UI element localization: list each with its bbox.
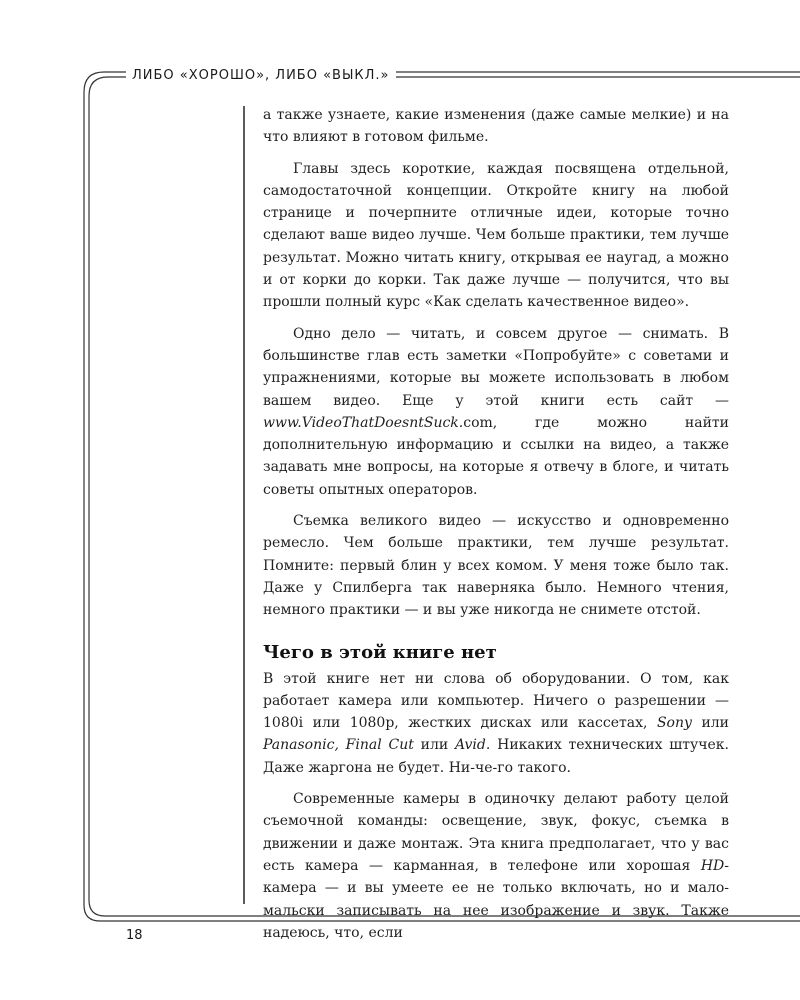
page-number: 18 (126, 928, 143, 943)
term-hd: HD (700, 857, 725, 874)
brand-avid: Avid (454, 737, 486, 754)
running-head: ЛИБО «ХОРОШО», ЛИБО «ВЫКЛ.» (126, 66, 396, 86)
page-body (263, 104, 729, 953)
text-run: com, где можно найти дополнительную информацию и ссылки на видео, а также задавать мне вопросы, на которые я отвечу в блоге, и читать советы опытных операторов. (263, 414, 729, 498)
paragraph: Главы здесь короткие, каждая посвящена отдельной, самодостаточной концепции. Откройте книгу на любой странице и почерпните отличные идеи, которые точно сделают ваше видео лучше. Чем больше практики, тем лучше результат. Можно читать книгу, открывая ее наугад, а можно и от корки до корки. Так даже лучше — получится, что вы прошли полный курс «Как сделать качественное видео». (263, 160, 729, 311)
website-link-text: www.VideoThatDoesntSuck. (263, 414, 464, 431)
brand-panasonic-finalcut: Panasonic, Final Cut (263, 737, 414, 754)
text-run: Современные камеры в одиночку делают работу целой съемочной команды: освещение, звук, фокус, съемка в движении и даже монтаж. Эта книга предполагает, что у вас есть камера — карманная, в телефоне или хорошая (263, 791, 729, 874)
paragraph (263, 323, 729, 501)
paragraph (263, 788, 729, 944)
text-run: Одно дело — читать, и совсем другое — снимать. В большинстве глав есть заметки «Попробуйте» с советами и упражнениями, которые вы можете использовать в любом вашем видео. Еще у этой книги есть сайт — (263, 325, 729, 409)
text-run: или (691, 715, 730, 732)
text-run: . Никаких технических штучек. Даже жаргона не будет. Ни-че-го такого. (263, 737, 729, 776)
text-run: В этой книге нет ни слова об оборудовании. О том, как работает камера или компьютер. Ничего о разрешении — 1080i или 1080p, жестких дисках или кассетах, (263, 670, 729, 732)
brand-sony: Sony (656, 715, 692, 732)
text-run: или (413, 737, 455, 754)
text-run: -камера — и вы умеете ее не только включать, но и мало-мальски записывать на нее изображение и звук. Также надеюсь, что, если (263, 857, 729, 941)
paragraph: Съемка великого видео — искусство и одновременно ремесло. Чем больше практики, тем лучше результат. Помните: первый блин у всех комом. У меня тоже было так. Даже у Спилберга так наверняка было. Немного чтения, немного практики — и вы уже никогда не снимете отстой. (263, 513, 729, 619)
paragraph: а также узнаете, какие изменения (даже самые мелкие) и на что влияют в готовом фильме. (263, 107, 729, 146)
paragraph (263, 668, 729, 779)
section-heading: Чего в этой книге нет (263, 641, 497, 663)
